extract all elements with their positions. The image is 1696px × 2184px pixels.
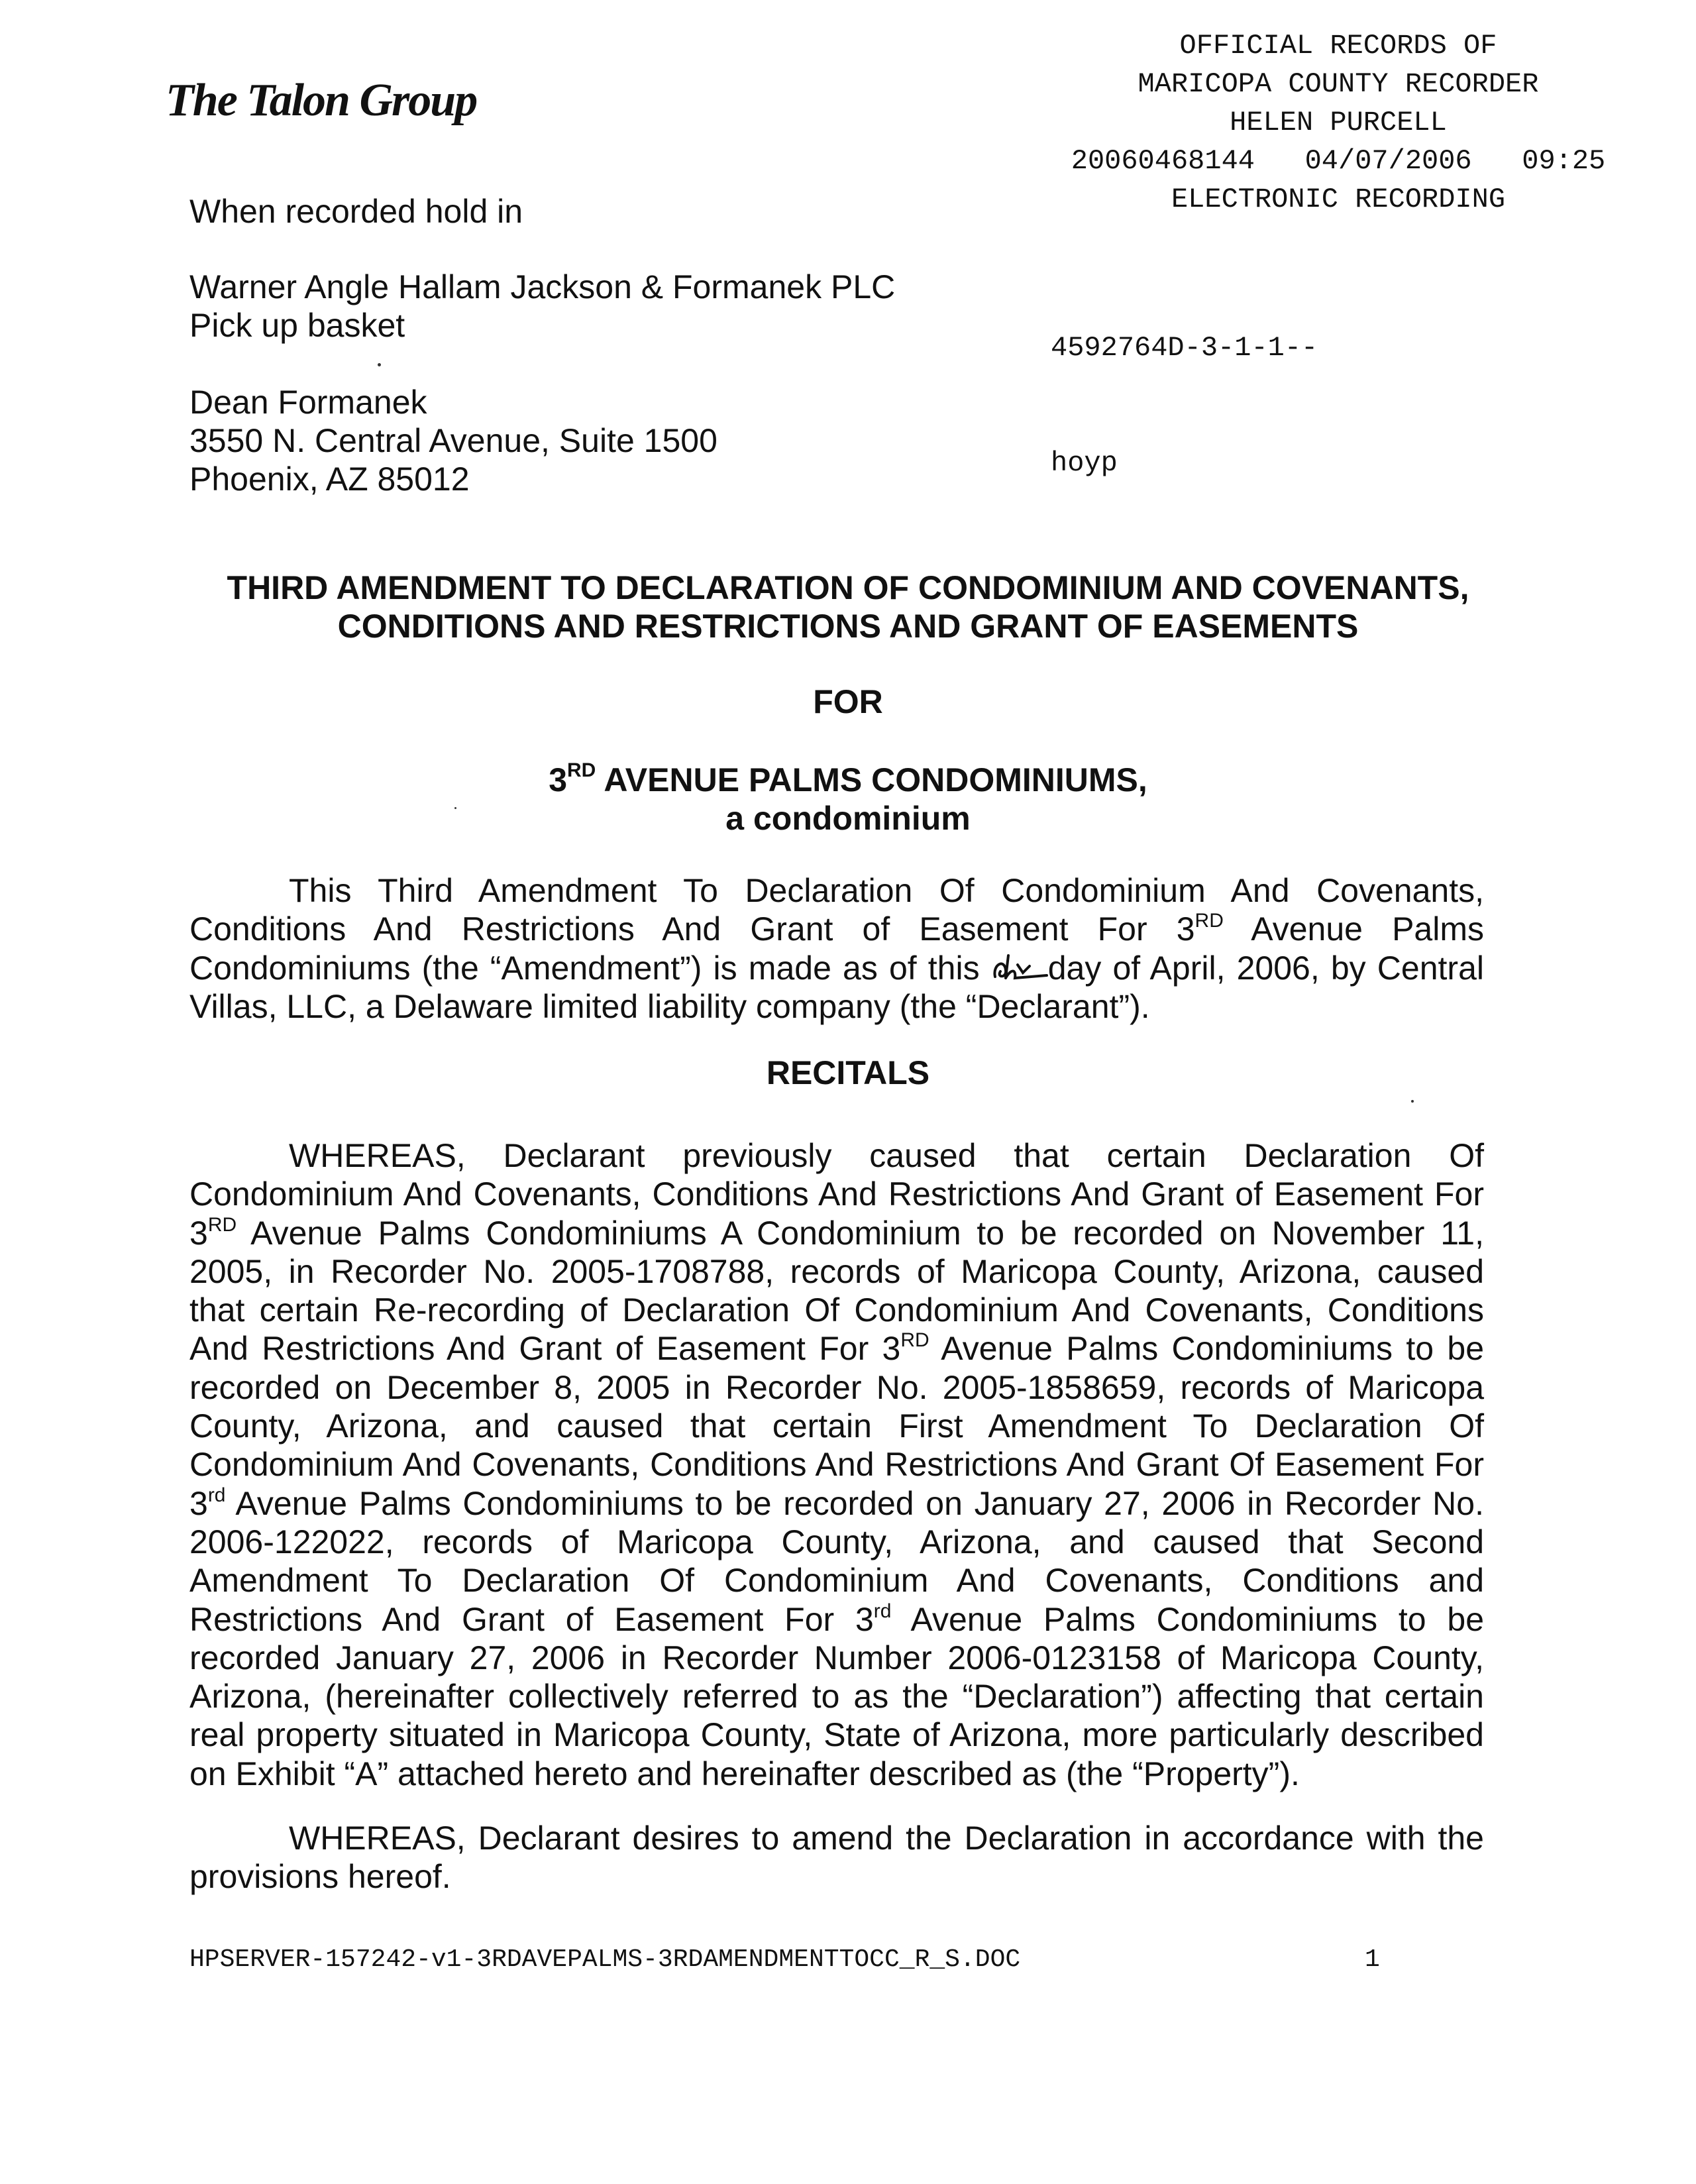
page-number: 1 <box>1365 1945 1380 1974</box>
return-label: When recorded hold in <box>189 193 523 230</box>
project-name-line: 3RD AVENUE PALMS CONDOMINIUMS, <box>549 759 1147 798</box>
recital-line: Amendment To Declaration Of Condominium And Covenants, Conditions and <box>189 1562 1484 1600</box>
recital-line: County, Arizona, and caused that certain First Amendment To Declaration Of <box>189 1407 1484 1445</box>
whereas-paragraph-2 <box>189 1819 1484 1896</box>
reference-code: 4592764D-3-1-1-- <box>1051 332 1318 364</box>
return-city: Phoenix, AZ 85012 <box>189 461 470 498</box>
document-title <box>132 569 1564 645</box>
recital-line: Condominium And Covenants, Conditions And Restrictions And Grant Of Easement For <box>189 1446 1484 1484</box>
company-logo: The Talon Group <box>166 75 477 126</box>
recording-reference <box>1051 252 1318 521</box>
recital-line: provisions hereof. <box>189 1858 451 1896</box>
stamp-line-1: OFFICIAL RECORDS OF <box>1179 30 1497 62</box>
recitals-heading: RECITALS <box>766 1054 930 1091</box>
recital-line: 2006-122022, records of Maricopa County, Arizona, and caused that Second <box>189 1523 1484 1560</box>
scan-speck <box>454 807 456 809</box>
scan-speck <box>378 363 381 366</box>
title-line-2: CONDITIONS AND RESTRICTIONS AND GRANT OF EASEMENTS <box>337 608 1359 645</box>
document-filename: HPSERVER-157242-v1-3RDAVEPALMS-3RDAMENDMENTTOCC_R_S.DOC <box>189 1945 1021 1974</box>
intro-line: Conditions And Restrictions And Grant of Easement For 3RD Avenue Palms <box>189 910 1484 948</box>
scan-speck <box>1411 1100 1414 1103</box>
intro-line: This Third Amendment To Declaration Of Condominium And Covenants, <box>289 872 1484 909</box>
return-name: Dean Formanek <box>189 384 427 421</box>
stamp-line-3: HELEN PURCELL <box>1230 107 1447 138</box>
title-line-1: THIRD AMENDMENT TO DECLARATION OF CONDOMINIUM AND COVENANTS, <box>227 569 1469 606</box>
intro-line: Villas, LLC, a Delaware limited liability company (the “Declarant”). <box>189 987 1150 1025</box>
intro-line: Condominiums (the “Amendment”) is made as of this day of April, 2006, by Central <box>189 949 1484 987</box>
recital-line: that certain Re-recording of Declaration Of Condominium And Covenants, Conditions <box>189 1291 1484 1329</box>
recital-line: recorded January 27, 2006 in Recorder Number 2006-0123158 of Maricopa County, <box>189 1639 1484 1676</box>
recital-line: on Exhibit “A” attached hereto and hereinafter described as (the “Property”). <box>189 1755 1300 1792</box>
stamp-line-2: MARICOPA COUNTY RECORDER <box>1138 68 1539 100</box>
stamp-line-4: 20060468144 04/07/2006 09:25 <box>1071 145 1606 177</box>
recital-line: real property situated in Maricopa County, State of Arizona, more particularly described <box>189 1716 1484 1754</box>
recital-line: 3RD Avenue Palms Condominiums A Condominium to be recorded on November 11, <box>189 1213 1484 1252</box>
project-name <box>132 761 1564 838</box>
return-address-block <box>189 383 717 498</box>
return-pickup: Pick up basket <box>189 307 405 344</box>
title-for: FOR <box>813 683 883 720</box>
reference-initials: hoyp <box>1051 447 1118 479</box>
stamp-line-5: ELECTRONIC RECORDING <box>1171 184 1506 215</box>
recital-line: Arizona, (hereinafter collectively referred to as the “Declaration”) affecting that certain <box>189 1678 1484 1716</box>
handwritten-day-mark <box>991 952 1048 983</box>
recital-line: 3rd Avenue Palms Condominiums to be recorded on January 27, 2006 in Recorder No. <box>189 1484 1484 1522</box>
project-subtitle: a condominium <box>725 800 971 837</box>
whereas-paragraph-1 <box>189 1136 1484 1793</box>
return-firm-block <box>189 268 895 345</box>
recital-line: 2005, in Recorder No. 2005-1708788, records of Maricopa County, Arizona, caused <box>189 1252 1484 1290</box>
recital-line: WHEREAS, Declarant desires to amend the Declaration in accordance with the <box>289 1820 1484 1857</box>
recorder-stamp <box>1047 27 1630 219</box>
recital-line: WHEREAS, Declarant previously caused that certain Declaration Of <box>289 1137 1484 1174</box>
return-street: 3550 N. Central Avenue, Suite 1500 <box>189 422 717 459</box>
recital-line: And Restrictions And Grant of Easement For 3RD Avenue Palms Condominiums to be <box>189 1329 1485 1368</box>
recital-line: Restrictions And Grant of Easement For 3rd Avenue Palms Condominiums to be <box>189 1600 1485 1638</box>
recital-line: Condominium And Covenants, Conditions And Restrictions And Grant of Easement For <box>189 1175 1484 1213</box>
intro-paragraph <box>189 871 1484 1026</box>
return-firm: Warner Angle Hallam Jackson & Formanek PLC <box>189 268 896 305</box>
recital-line: recorded on December 8, 2005 in Recorder No. 2005-1858659, records of Maricopa <box>189 1368 1484 1406</box>
